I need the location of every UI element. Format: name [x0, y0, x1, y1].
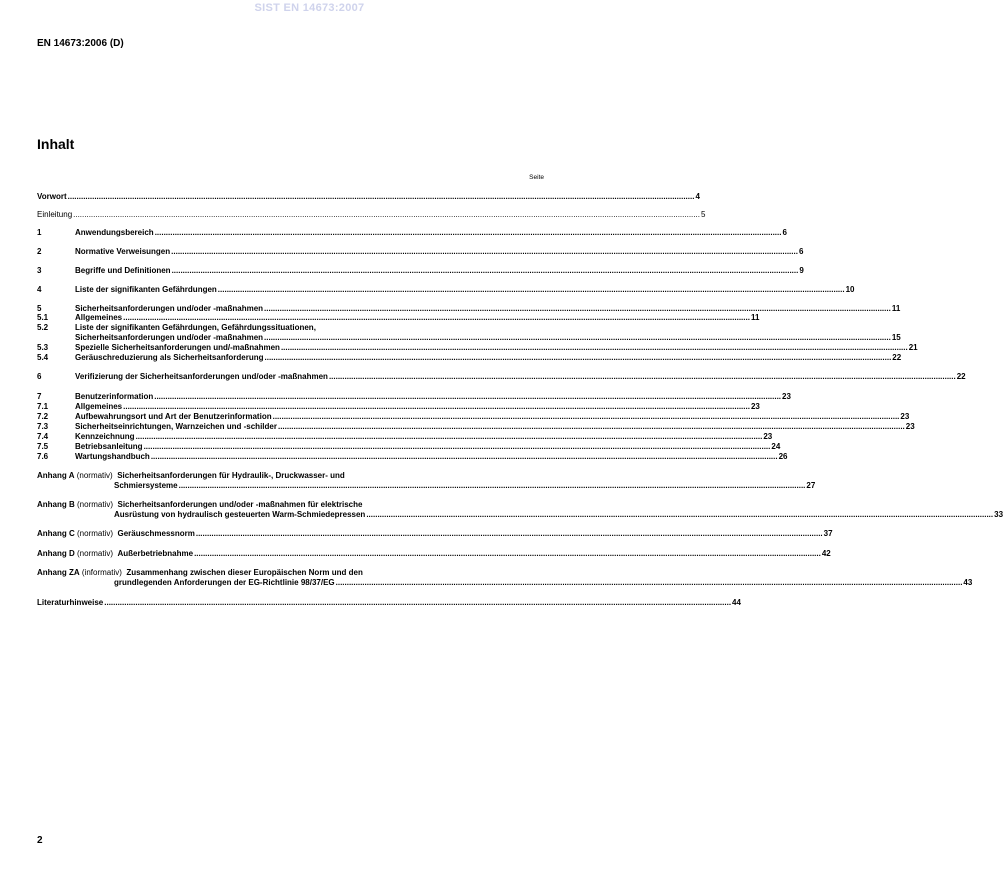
- toc-number: 7.4: [37, 432, 49, 441]
- toc-label: Normative Verweisungen: [75, 247, 171, 256]
- annex-prefix: Anhang D: [37, 549, 75, 558]
- toc-entry-5-2[interactable]: [37, 323, 544, 332]
- toc-page: 23: [900, 412, 910, 421]
- toc-label: Spezielle Sicherheitsanforderungen und/-maßnahmen: [75, 343, 280, 352]
- leader-dots: [218, 285, 845, 294]
- annex-prefix: Anhang C: [37, 529, 75, 538]
- toc-entry-vorwort[interactable]: [37, 192, 700, 201]
- toc-label: Sicherheitseinrichtungen, Warnzeichen und -schilder: [75, 422, 277, 431]
- toc-entry-7-6[interactable]: [37, 452, 788, 461]
- annex-title: Geräuschmessnorm: [117, 529, 195, 538]
- toc-annex-za[interactable]: [37, 568, 544, 577]
- toc-label: Anwendungsbereich: [75, 228, 154, 237]
- document-id: EN 14673:2006 (D): [37, 38, 124, 49]
- leader-dots: [154, 392, 781, 401]
- toc-page: 15: [891, 333, 901, 342]
- toc-page: 4: [695, 192, 700, 201]
- toc-entry-7-5[interactable]: [37, 442, 781, 451]
- toc-annex-b[interactable]: [37, 500, 544, 509]
- toc-page: 37: [823, 529, 833, 538]
- toc-page: 22: [892, 353, 902, 362]
- toc-page: 11: [750, 313, 760, 322]
- toc-number: 5.4: [37, 353, 49, 362]
- toc-page: 22: [956, 372, 966, 381]
- toc-label: Einleitung: [37, 210, 73, 219]
- leader-dots: [366, 510, 993, 519]
- toc-annex-a-continued[interactable]: [37, 481, 816, 490]
- toc-page: 21: [908, 343, 918, 352]
- page-number: 2: [37, 835, 43, 846]
- toc-entry-einleitung[interactable]: [37, 210, 706, 219]
- toc-entry-6[interactable]: [37, 372, 966, 381]
- toc-number: 5: [37, 304, 42, 313]
- toc-page: 23: [905, 422, 915, 431]
- toc-page: 42: [821, 549, 831, 558]
- toc-label: Geräuschreduzierung als Sicherheitsanforderung: [75, 353, 264, 362]
- toc-label: Verifizierung der Sicherheitsanforderungen und/oder -maßnahmen: [75, 372, 328, 381]
- leader-dots: [151, 452, 778, 461]
- toc-page: 5: [700, 210, 706, 219]
- toc-entry-bibliography[interactable]: [37, 598, 741, 607]
- toc-label: Allgemeines: [75, 313, 123, 322]
- leader-dots: [172, 266, 799, 275]
- leader-dots: [265, 353, 892, 362]
- toc-page: 11: [891, 304, 901, 313]
- toc-annex-a[interactable]: [37, 471, 544, 480]
- leader-dots: [264, 333, 891, 342]
- leader-dots: [68, 192, 695, 201]
- toc-label: Allgemeines: [75, 402, 123, 411]
- toc-page: 33: [994, 510, 1003, 519]
- toc-number: 6: [37, 372, 42, 381]
- toc-entry-7[interactable]: [37, 392, 791, 401]
- toc-entry-5-3[interactable]: [37, 343, 918, 352]
- toc-number: 7: [37, 392, 42, 401]
- toc-entry-7-2[interactable]: [37, 412, 910, 421]
- toc-annex-d[interactable]: [37, 549, 831, 558]
- annex-title: Sicherheitsanforderungen für Hydraulik-, Druckwasser- und: [117, 471, 345, 480]
- toc-label: Literaturhinweise: [37, 598, 104, 607]
- toc-label: Kennzeichnung: [75, 432, 135, 441]
- toc-page: 6: [798, 247, 804, 256]
- toc-page: 23: [763, 432, 773, 441]
- leader-dots: [179, 481, 806, 490]
- toc-label: Betriebsanleitung: [75, 442, 143, 451]
- leader-dots: [196, 529, 823, 538]
- toc-number: 5.3: [37, 343, 49, 352]
- annex-kind: (normativ): [76, 471, 113, 480]
- toc-number: 7.5: [37, 442, 49, 451]
- leader-dots: [144, 442, 771, 451]
- leader-dots: [273, 412, 900, 421]
- toc-number: 7.3: [37, 422, 49, 431]
- toc-entry-7-1[interactable]: [37, 402, 760, 411]
- leader-dots: [281, 343, 908, 352]
- toc-page: 27: [806, 481, 816, 490]
- toc-entry-5-2-continued[interactable]: [37, 333, 901, 342]
- toc-number: 4: [37, 285, 42, 294]
- toc-entry-7-4[interactable]: [37, 432, 773, 441]
- toc-number: 1: [37, 228, 42, 237]
- toc-page: 24: [771, 442, 781, 451]
- annex-kind: (normativ): [77, 549, 114, 558]
- toc-page: 43: [963, 578, 973, 587]
- toc-label: Wartungshandbuch: [75, 452, 150, 461]
- toc-page: 44: [732, 598, 741, 607]
- annex-title-continued: Ausrüstung von hydraulisch gesteuerten Warm-Schmiedepressen: [114, 510, 366, 519]
- toc-number: 2: [37, 247, 42, 256]
- toc-entry-4[interactable]: [37, 285, 855, 294]
- toc-page: 23: [782, 392, 791, 401]
- toc-page: 26: [778, 452, 788, 461]
- annex-kind: (informativ): [81, 568, 122, 577]
- toc-number: 5.1: [37, 313, 49, 322]
- leader-dots: [155, 228, 782, 237]
- annex-prefix: Anhang ZA: [37, 568, 80, 577]
- page-column-label: Seite: [529, 174, 544, 181]
- toc-page: 10: [845, 285, 855, 294]
- annex-title: Zusammenhang zwischen dieser Europäischen Norm und den: [126, 568, 363, 577]
- leader-dots: [123, 402, 750, 411]
- toc-label: Benutzerinformation: [75, 392, 154, 401]
- leader-dots: [278, 422, 905, 431]
- toc-number: 7.6: [37, 452, 49, 461]
- toc-entry-3[interactable]: [37, 266, 804, 275]
- watermark: SIST EN 14673:2007: [254, 2, 365, 14]
- toc-label: Vorwort: [37, 192, 67, 201]
- toc-page: 6: [782, 228, 787, 237]
- annex-prefix: Anhang B: [37, 500, 75, 509]
- page-title: Inhalt: [37, 136, 75, 152]
- toc-label: Liste der signifikanten Gefährdungen: [75, 285, 217, 294]
- toc-number: 7.1: [37, 402, 49, 411]
- leader-dots: [264, 304, 891, 313]
- leader-dots: [123, 313, 750, 322]
- annex-title: Außerbetriebnahme: [117, 549, 194, 558]
- leader-dots: [329, 372, 956, 381]
- toc-annex-za-continued[interactable]: [37, 578, 973, 587]
- toc-entry-5[interactable]: [37, 304, 901, 313]
- annex-kind: (normativ): [77, 500, 114, 509]
- toc-label: Aufbewahrungsort und Art der Benutzerinformation: [75, 412, 272, 421]
- leader-dots: [136, 432, 763, 441]
- toc-number: 3: [37, 266, 42, 275]
- toc-entry-5-4[interactable]: [37, 353, 902, 362]
- toc-entry-7-3[interactable]: [37, 422, 915, 431]
- annex-title-continued: Schmiersysteme: [114, 481, 178, 490]
- annex-kind: (normativ): [77, 529, 114, 538]
- leader-dots: [171, 247, 798, 256]
- toc-label: Sicherheitsanforderungen und/oder -maßnahmen: [75, 304, 264, 313]
- leader-dots: [104, 598, 731, 607]
- annex-title-continued: grundlegenden Anforderungen der EG-Richtlinie 98/37/EG: [114, 578, 335, 587]
- toc-page: 23: [750, 402, 760, 411]
- toc-entry-1[interactable]: [37, 228, 787, 237]
- toc-label: Liste der signifikanten Gefährdungen, Gefährdungssituationen,: [75, 323, 316, 332]
- toc-label: Begriffe und Definitionen: [75, 266, 171, 275]
- leader-dots: [73, 210, 700, 219]
- toc-annex-c[interactable]: [37, 529, 833, 538]
- leader-dots: [336, 578, 963, 587]
- toc-entry-2[interactable]: [37, 247, 804, 256]
- annex-prefix: Anhang A: [37, 471, 75, 480]
- toc-entry-5-1[interactable]: [37, 313, 760, 322]
- toc-annex-b-continued[interactable]: [37, 510, 1003, 519]
- toc-number: 5.2: [37, 323, 49, 332]
- leader-dots: [194, 549, 821, 558]
- toc-page: 9: [799, 266, 804, 275]
- toc-label: Sicherheitsanforderungen und/oder -maßnahmen: [75, 333, 264, 342]
- toc-number: 7.2: [37, 412, 49, 421]
- annex-title: Sicherheitsanforderungen und/oder -maßnahmen für elektrische: [117, 500, 363, 509]
